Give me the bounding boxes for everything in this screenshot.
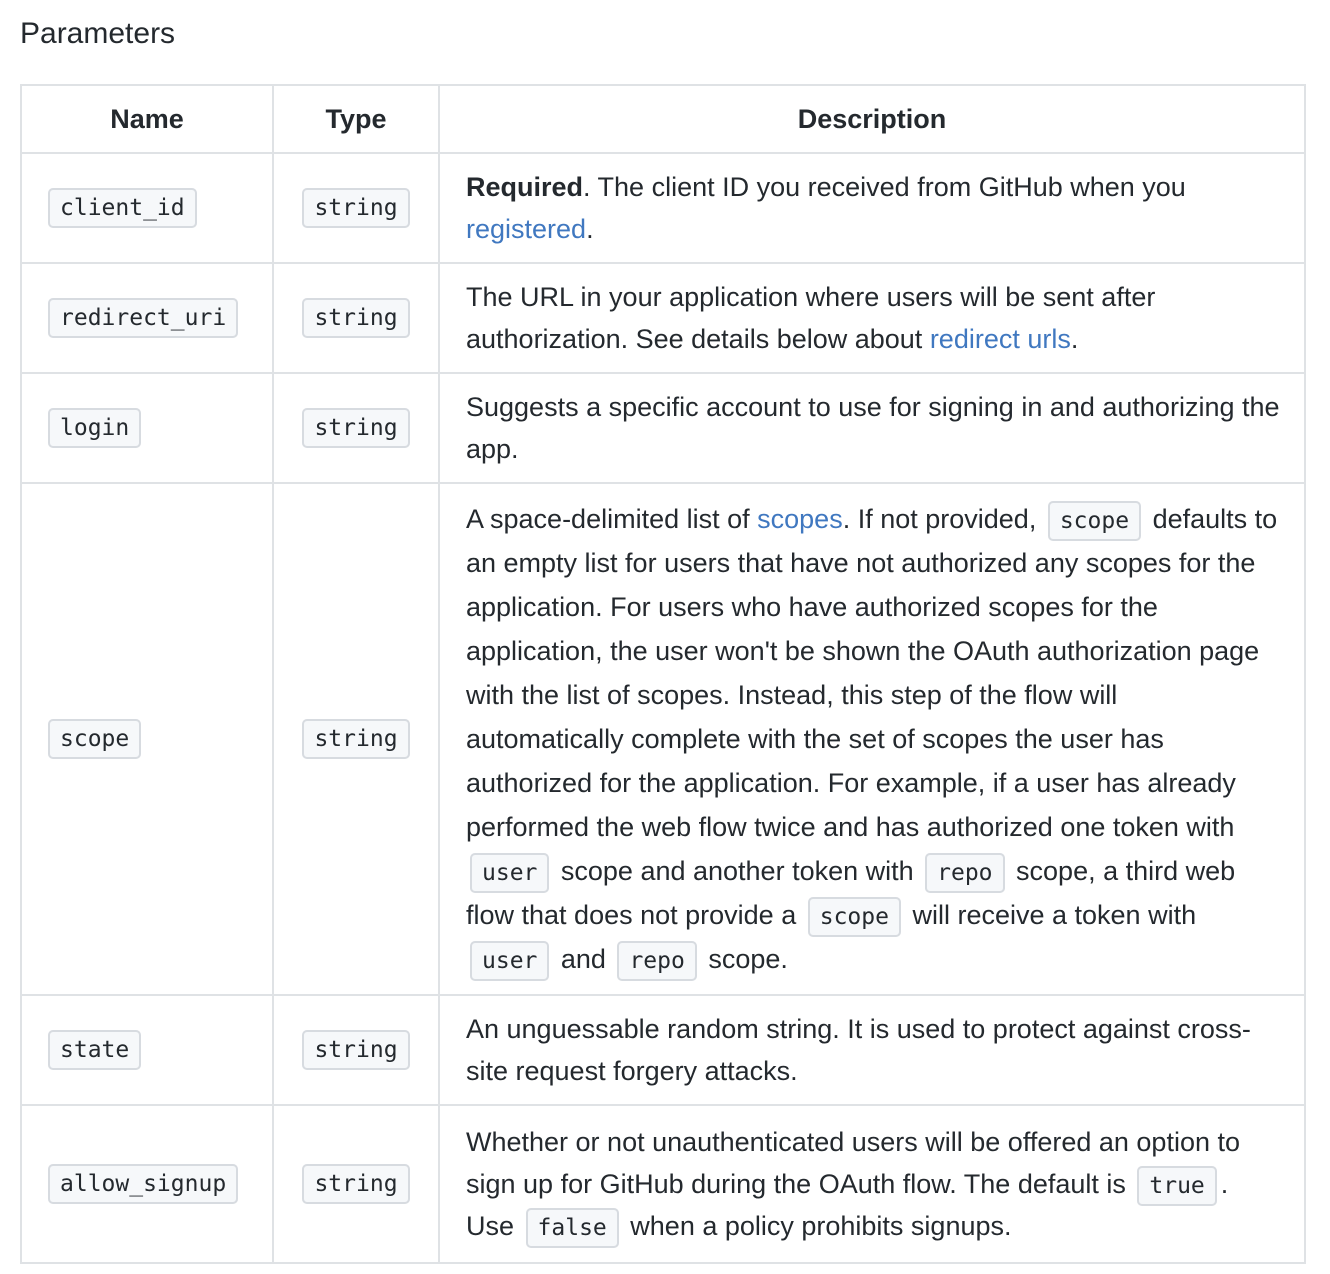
param-type-code: string (302, 298, 409, 338)
header-type: Type (273, 85, 439, 153)
param-description (439, 995, 1305, 1105)
param-name-code: redirect_uri (48, 298, 238, 338)
inline-code: scope (808, 897, 901, 937)
param-name-code: state (48, 1030, 141, 1070)
table-row (21, 373, 1305, 483)
inline-code: false (526, 1208, 619, 1248)
header-name: Name (21, 85, 273, 153)
param-type-code: string (302, 719, 409, 759)
description-text: The URL in your application where users will be sent after authorization. See details below about (466, 282, 1156, 354)
description-text: will receive a token with (904, 900, 1197, 930)
table-header-row (21, 85, 1305, 153)
required-label: Required (466, 172, 584, 202)
scopes-link[interactable]: scopes (757, 504, 843, 534)
param-description (439, 373, 1305, 483)
registered-link[interactable]: registered (466, 214, 587, 244)
param-type-cell (273, 483, 439, 995)
param-description (439, 263, 1305, 373)
inline-code: scope (1048, 501, 1141, 541)
description-text: scope, a third web flow that does not provide a (466, 856, 1236, 930)
param-name-cell (21, 373, 273, 483)
param-type-cell (273, 153, 439, 263)
section-title: Parameters (20, 17, 176, 50)
description-text: when a policy prohibits signups. (622, 1211, 1012, 1241)
param-type-code: string (302, 1030, 409, 1070)
description-text: . If not provided, (842, 504, 1044, 534)
param-name-code: scope (48, 719, 141, 759)
inline-code: repo (925, 853, 1004, 893)
param-type-cell (273, 1105, 439, 1263)
description-text: Whether or not unauthenticated users will be offered an option to sign up for GitHub during the OAuth flow. The default is (466, 1127, 1240, 1199)
inline-code: true (1137, 1166, 1216, 1206)
description-text: defaults to an empty list for users that have not authorized any scopes for the application. For users who have authorized scopes for the application, the user won't be shown the OAuth authorization page with the list of scopes. Instead, this step of the flow will automatically complete with the set of scopes the user has authorized for the application. For example, if a user has already performed the web flow twice and has authorized one token with (466, 504, 1278, 842)
description-text: and (553, 944, 614, 974)
param-type-code: string (302, 188, 409, 228)
inline-code: repo (617, 941, 696, 981)
description-text: A space-delimited list of (466, 504, 758, 534)
param-name-cell (21, 483, 273, 995)
inline-code: user (470, 853, 549, 893)
header-description: Description (439, 85, 1305, 153)
table-row (21, 153, 1305, 263)
description-text: . (586, 214, 594, 244)
param-description (439, 483, 1305, 995)
param-type-cell (273, 373, 439, 483)
redirect-urls-link[interactable]: redirect urls (929, 324, 1071, 354)
table-row (21, 1105, 1305, 1263)
param-name-code: allow_signup (48, 1164, 238, 1204)
param-type-cell (273, 995, 439, 1105)
description-text: . The client ID you received from GitHub when you (583, 172, 1186, 202)
param-description (439, 1105, 1305, 1263)
param-name-code: login (48, 408, 141, 448)
description-text: . Use (466, 1169, 1229, 1241)
param-name-cell (21, 263, 273, 373)
table-row (21, 263, 1305, 373)
param-name-cell (21, 995, 273, 1105)
table-row (21, 483, 1305, 995)
parameters-table (20, 84, 1306, 1264)
param-type-cell (273, 263, 439, 373)
description-text: . (1070, 324, 1079, 354)
table-row (21, 995, 1305, 1105)
description-text: An unguessable random string. It is used to protect against cross-site request forgery attacks. (466, 1014, 1251, 1086)
description-text: Suggests a specific account to use for signing in and authorizing the app. (466, 392, 1280, 464)
description-text: scope. (700, 944, 788, 974)
param-type-code: string (302, 1164, 409, 1204)
param-name-cell (21, 1105, 273, 1263)
param-type-code: string (302, 408, 409, 448)
inline-code: user (470, 941, 549, 981)
param-name-code: client_id (48, 188, 197, 228)
description-text: scope and another token with (553, 856, 922, 886)
param-description (439, 153, 1305, 263)
param-name-cell (21, 153, 273, 263)
